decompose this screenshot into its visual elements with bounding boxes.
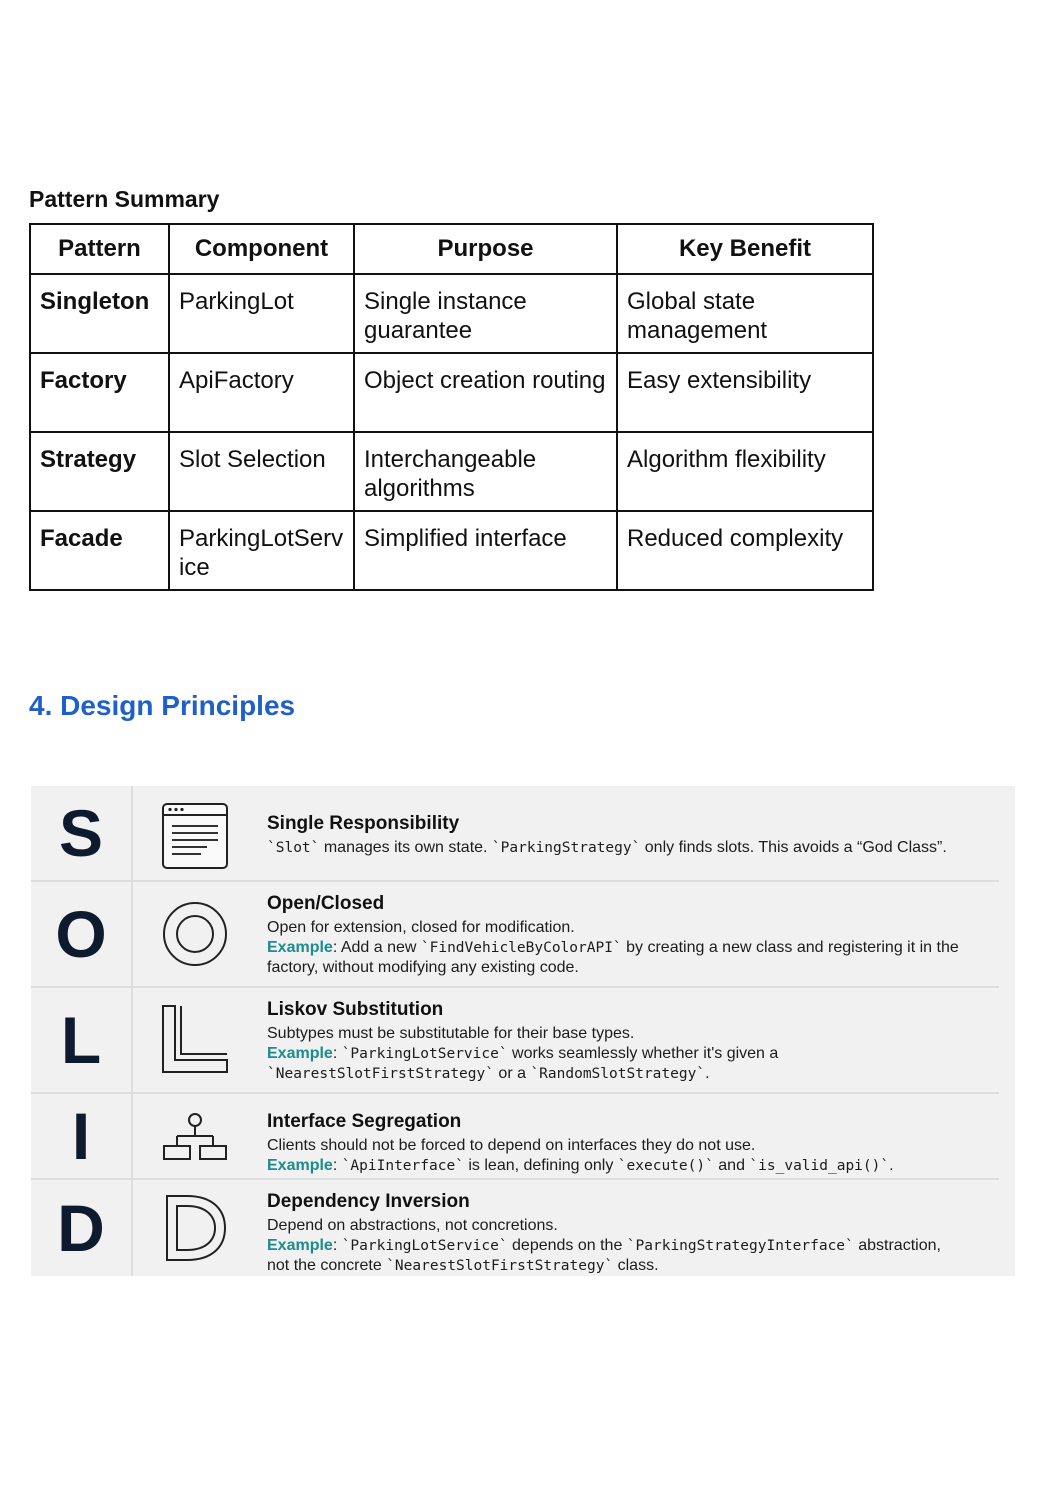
- component-cell: ParkingLotService: [169, 511, 354, 590]
- inline-code: `ApiInterface`: [341, 1158, 464, 1174]
- principle-example: [267, 1236, 967, 1276]
- hierarchy-tree-icon: [159, 1100, 231, 1172]
- pattern-summary-table: [29, 223, 874, 591]
- inline-code: `FindVehicleByColorAPI`: [420, 940, 622, 956]
- text-segment: is lean, defining only: [463, 1157, 618, 1174]
- concentric-circles-icon: [159, 898, 231, 970]
- solid-principles-panel: [31, 786, 1015, 1276]
- text-segment: .: [705, 1065, 710, 1082]
- text-segment: :: [332, 1157, 342, 1174]
- principle-text: [267, 998, 987, 1084]
- example-label: Example: [267, 1157, 333, 1174]
- nested-l-shape-icon: [159, 1004, 231, 1076]
- principle-example: [267, 938, 987, 978]
- table-row: [30, 353, 873, 432]
- example-label: Example: [267, 1237, 333, 1254]
- text-segment: Depend on abstractions, not concretions.: [267, 1217, 558, 1234]
- column-header-purpose: Purpose: [354, 224, 617, 274]
- principle-title: Liskov Substitution: [267, 999, 444, 1020]
- principle-description: [267, 1216, 987, 1236]
- key-benefit-cell: Easy extensibility: [617, 353, 873, 432]
- principle-text: [267, 1190, 987, 1276]
- text-segment: Open for extension, closed for modification.: [267, 919, 575, 936]
- text-segment: :: [332, 1237, 342, 1254]
- text-segment: works seamlessly whether it's given a: [507, 1045, 779, 1062]
- text-segment: .: [889, 1157, 894, 1174]
- text-segment: or a: [493, 1065, 531, 1082]
- solid-row-dependency-inversion: [31, 1180, 999, 1276]
- inline-code: `RandomSlotStrategy`: [530, 1066, 706, 1082]
- text-segment: only finds slots. This avoids a “God Class”.: [640, 839, 947, 856]
- text-segment: depends on the: [507, 1237, 627, 1254]
- key-benefit-cell: Global state management: [617, 274, 873, 353]
- solid-row-single-responsibility: [31, 786, 999, 882]
- principle-description: [267, 838, 987, 858]
- text-segment: by creating a new class and registering it in the factory, without modifying any existing code.: [267, 939, 959, 976]
- pattern-summary-title: Pattern Summary: [29, 186, 220, 212]
- pattern-name-cell: Facade: [30, 511, 169, 590]
- principle-title: Interface Segregation: [267, 1111, 462, 1132]
- text-segment: : Add a new: [332, 939, 421, 956]
- solid-letter: L: [31, 988, 133, 1092]
- example-label: Example: [267, 1045, 333, 1062]
- principle-description: [267, 918, 987, 938]
- key-benefit-cell: Reduced complexity: [617, 511, 873, 590]
- purpose-cell: Single instance guarantee: [354, 274, 617, 353]
- principle-example: [267, 1044, 827, 1084]
- text-segment: :: [332, 1045, 342, 1062]
- text-segment: class.: [613, 1257, 659, 1274]
- text-segment: Clients should not be forced to depend on interfaces they do not use.: [267, 1137, 756, 1154]
- section-heading-design-principles: 4. Design Principles: [29, 690, 296, 721]
- outlined-letter-d-icon: [159, 1192, 231, 1264]
- table-row: [30, 274, 873, 353]
- inline-code: `NearestSlotFirstStrategy`: [267, 1066, 494, 1082]
- text-segment: manages its own state.: [319, 839, 492, 856]
- inline-code: `ParkingLotService`: [341, 1238, 508, 1254]
- solid-letter: D: [31, 1180, 133, 1276]
- table-row: [30, 511, 873, 590]
- component-cell: ParkingLot: [169, 274, 354, 353]
- solid-row-interface-segregation: [31, 1094, 999, 1180]
- principle-description: [267, 1024, 987, 1044]
- table-row: [30, 432, 873, 511]
- solid-row-liskov-substitution: [31, 988, 999, 1094]
- inline-code: `is_valid_api()`: [749, 1158, 890, 1174]
- column-header-key-benefit: Key Benefit: [617, 224, 873, 274]
- principle-title: Open/Closed: [267, 893, 385, 914]
- table-header-row: [30, 224, 873, 274]
- pattern-name-cell: Strategy: [30, 432, 169, 511]
- solid-letter: O: [31, 882, 133, 986]
- principle-description: [267, 1136, 987, 1156]
- principle-example: [267, 1156, 987, 1176]
- solid-letter: I: [31, 1094, 133, 1178]
- example-label: Example: [267, 939, 333, 956]
- principle-text: [267, 1110, 987, 1176]
- inline-code: `ParkingStrategyInterface`: [626, 1238, 854, 1254]
- column-header-pattern: Pattern: [30, 224, 169, 274]
- principle-title: Dependency Inversion: [267, 1191, 470, 1212]
- purpose-cell: Simplified interface: [354, 511, 617, 590]
- principle-text: [267, 892, 987, 978]
- purpose-cell: Object creation routing: [354, 353, 617, 432]
- solid-letter: S: [31, 786, 133, 880]
- column-header-component: Component: [169, 224, 354, 274]
- pattern-name-cell: Factory: [30, 353, 169, 432]
- component-cell: ApiFactory: [169, 353, 354, 432]
- principle-text: [267, 812, 987, 858]
- solid-row-open-closed: [31, 882, 999, 988]
- component-cell: Slot Selection: [169, 432, 354, 511]
- pattern-name-cell: Singleton: [30, 274, 169, 353]
- key-benefit-cell: Algorithm flexibility: [617, 432, 873, 511]
- text-segment: abstraction, not the concrete: [267, 1237, 941, 1274]
- inline-code: `execute()`: [617, 1158, 714, 1174]
- inline-code: `ParkingStrategy`: [491, 840, 641, 856]
- inline-code: `ParkingLotService`: [341, 1046, 508, 1062]
- document-window-icon: [159, 800, 231, 872]
- inline-code: `NearestSlotFirstStrategy`: [386, 1258, 614, 1274]
- inline-code: `Slot`: [267, 840, 320, 856]
- text-segment: Subtypes must be substitutable for their base types.: [267, 1025, 635, 1042]
- principle-title: Single Responsibility: [267, 813, 460, 834]
- purpose-cell: Interchangeable algorithms: [354, 432, 617, 511]
- text-segment: and: [713, 1157, 750, 1174]
